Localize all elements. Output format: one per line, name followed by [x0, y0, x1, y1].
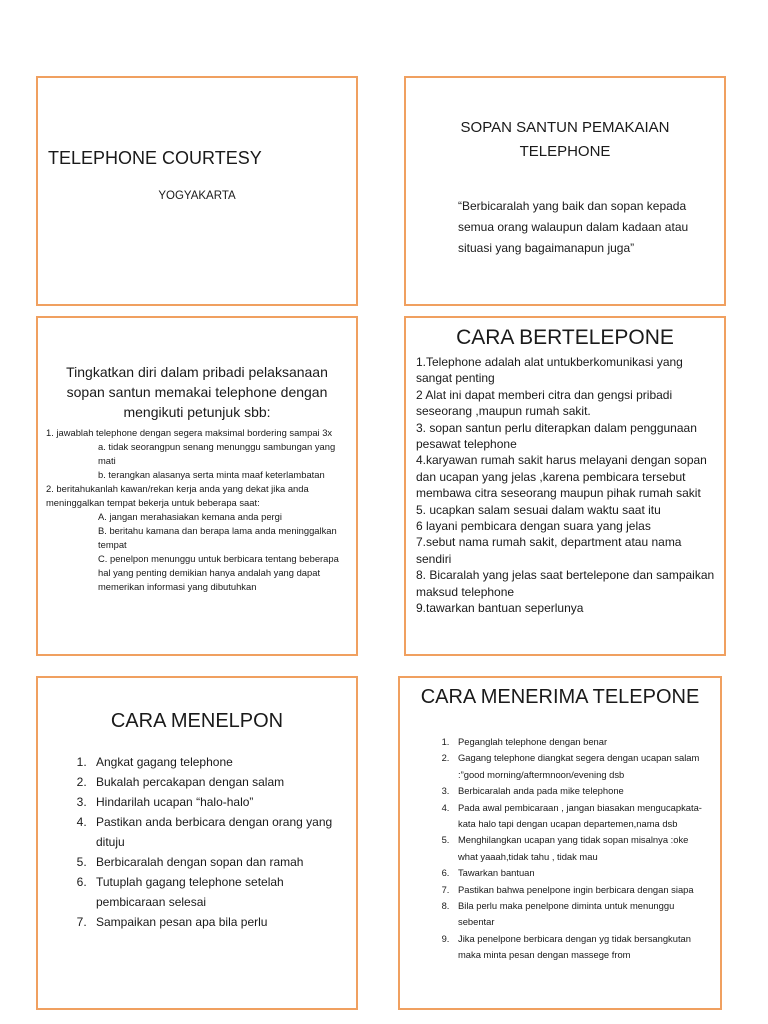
list-item: 5. ucapkan salam sesuai dalam waktu saat itu — [416, 502, 661, 517]
list-item: 5. Menghilangkan ucapan yang tidak sopan misalnya :oke what yaaah,tidak tahu , tidak mau — [452, 832, 710, 865]
list-item: 7. Pastikan bahwa penelpone ingin berbicara dengan siapa — [452, 882, 710, 898]
list-item: 1. jawablah telephone dengan segera maksimal bordering sampai 3x — [46, 427, 333, 438]
list-item: 2. Gagang telephone diangkat segera dengan ucapan salam :”good morning/aftermnoon/evening dsb — [452, 750, 710, 783]
list-item: 7. Sampaikan pesan apa bila perlu — [90, 912, 348, 932]
list-item: 1. Angkat gagang telephone — [90, 752, 348, 772]
card-title: CARA BERTELEPONE — [456, 326, 674, 349]
card-cara-menerima-telepone — [398, 676, 722, 1010]
list-item: 8. Bila perlu maka penelpone diminta untuk menunggu sebentar — [452, 898, 710, 931]
list-item: 1. Peganglah telephone dengan benar — [452, 734, 710, 750]
list-item: 9.tawarkan bantuan seperlunya — [416, 601, 584, 616]
list-item: 6. Tutuplah gagang telephone setelah pembicaraan selesai — [90, 872, 348, 912]
list-item: 3. Hindarilah ucapan “halo-halo” — [90, 792, 348, 812]
card-subtitle: YOGYAKARTA — [158, 190, 236, 202]
card-list — [400, 734, 710, 964]
list-item: 1.Telephone adalah alat untukberkomunikasi yang sangat penting — [416, 355, 683, 386]
list-item: 2 Alat ini dapat memberi citra dan gengsi pribadi seseorang ,maupun rumah sakit. — [416, 387, 673, 419]
card-sopan-santun — [404, 76, 726, 306]
card-cara-menelpon — [36, 676, 358, 1010]
card-petunjuk — [36, 316, 358, 656]
list-item: 9. Jika penelpone berbicara dengan yg tidak bersangkutan maka minta pesan dengan massege from — [452, 931, 710, 964]
list-item: B. beritahu kamana dan berapa lama anda meninggalkan tempat — [98, 525, 337, 550]
card-title: SOPAN SANTUN PEMAKAIAN TELEPHONE — [460, 119, 670, 160]
list-item: 2. beritahukanlah kawan/rekan kerja anda yang dekat jika anda meninggalkan tempat bekerja untuk beberapa saat: — [46, 483, 309, 508]
list-item: 4.karyawan rumah sakit harus melayani dengan sopan dan ucapan yang jelas ,karena pembicara tersebut membawa citra seseorang maupun pihak rumah sakit — [416, 453, 707, 501]
list-item: 3. sopan santun perlu diterapkan dalam penggunaan pesawat telephone — [416, 420, 697, 452]
list-item: A. jangan merahasiakan kemana anda pergi — [98, 511, 282, 522]
list-item: 3. Berbicaralah anda pada mike telephone — [452, 783, 710, 799]
list-item: C. penelpon menunggu untuk berbicara tentang beberapa hal yang penting demikian hanya andalah yang dapat memerikan informasi yang dibutuhkan — [98, 553, 339, 592]
card-body — [46, 426, 348, 594]
card-cara-bertelepone — [404, 316, 726, 656]
list-item: 5. Berbicaralah dengan sopan dan ramah — [90, 852, 348, 872]
card-intro: Tingkatkan diri dalam pribadi pelaksanaan sopan santun memakai telephone dengan mengikuti petunjuk sbb: — [66, 364, 328, 420]
list-item: 8. Bicaralah yang jelas saat bertelepone dan sampaikan maksud telephone — [416, 568, 715, 599]
list-item: 7.sebut nama rumah sakit, department atau nama sendiri — [416, 535, 682, 566]
list-item: b. terangkan alasanya serta minta maaf keterlambatan — [98, 469, 325, 480]
card-list — [416, 354, 716, 617]
card-quote: “Berbicaralah yang baik dan sopan kepada semua orang walaupun dalam kadaan atau situasi yang bagaimanapun juga” — [458, 199, 689, 255]
list-item: 4. Pada awal pembicaraan , jangan biasakan mengucapkata-kata halo tapi dengan ucapan departemen,nama dsb — [452, 800, 710, 833]
card-title: CARA MENERIMA TELEPONE — [420, 686, 700, 708]
card-telephone-courtesy — [36, 76, 358, 306]
list-item: a. tidak seorangpun senang menunggu sambungan yang mati — [98, 441, 336, 466]
card-list — [38, 752, 348, 932]
list-item: 2. Bukalah percakapan dengan salam — [90, 772, 348, 792]
list-item: 6. Tawarkan bantuan — [452, 865, 710, 881]
card-title: TELEPHONE COURTESY — [48, 148, 262, 168]
list-item: 6 layani pembicara dengan suara yang jelas — [416, 519, 651, 534]
list-item: 4. Pastikan anda berbicara dengan orang yang dituju — [90, 812, 348, 852]
card-title: CARA MENELPON — [110, 710, 284, 732]
